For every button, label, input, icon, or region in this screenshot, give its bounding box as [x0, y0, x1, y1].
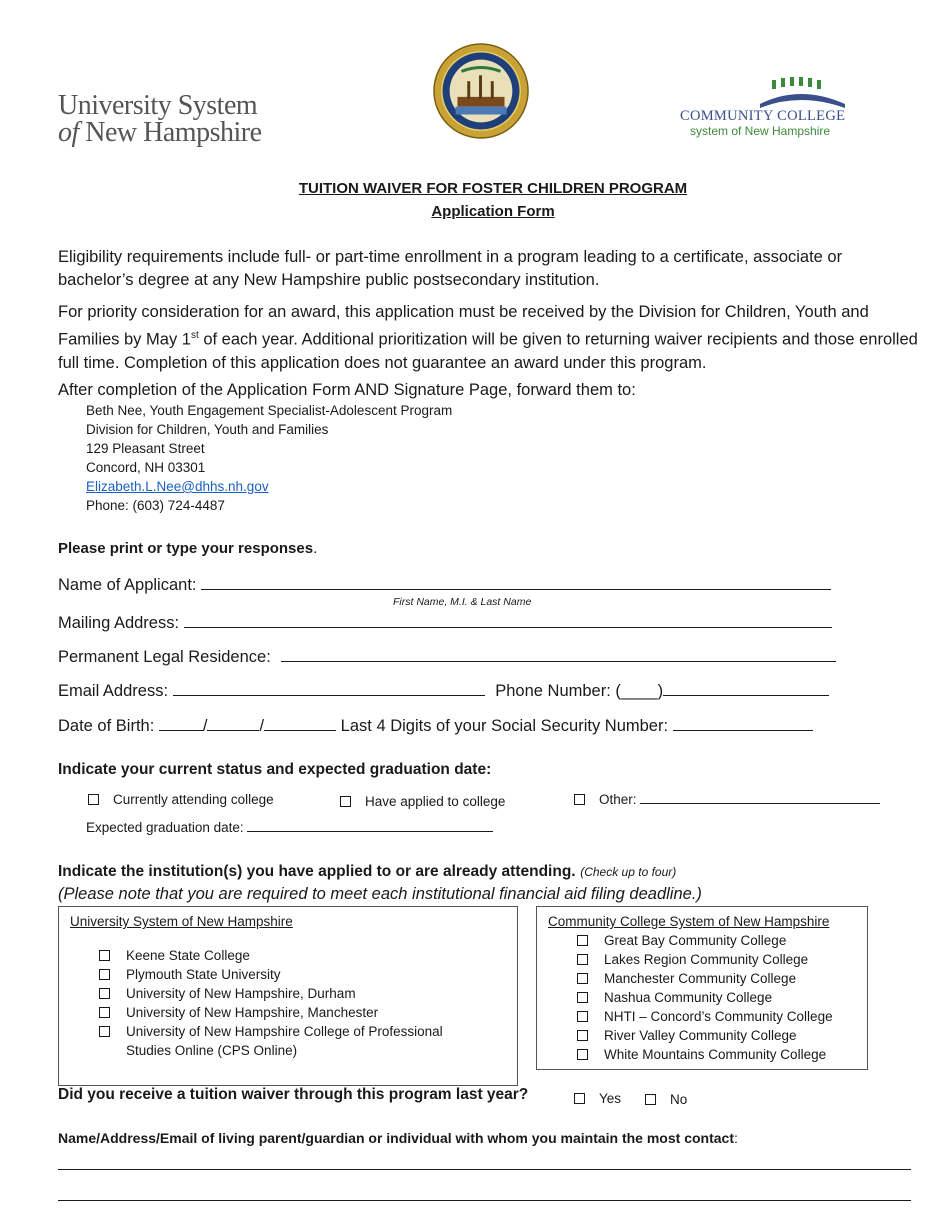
instructions-end: .: [313, 540, 318, 557]
checkbox[interactable]: [577, 954, 588, 965]
name-row: [58, 575, 831, 595]
ccsnh-logo-line2: system of New Hampshire: [690, 124, 831, 138]
institution-label-continued: Studies Online (CPS Online): [126, 1043, 298, 1058]
form-title: TUITION WAIVER FOR FOSTER CHILDREN PROGRAM: [298, 180, 688, 197]
ccsnh-box-title: Community College System of New Hampshire: [548, 914, 830, 929]
name-label: Name of Applicant:: [58, 576, 197, 594]
institutions-heading: Indicate the institution(s) you have applied to or are already attending.: [58, 863, 576, 880]
dob-ssn-row: [58, 716, 813, 736]
address-name: Beth Nee, Youth Engagement Specialist-Adolescent Program: [86, 403, 453, 418]
institution-label: Plymouth State University: [126, 967, 281, 982]
checkbox[interactable]: [99, 1007, 110, 1018]
phone-field[interactable]: [663, 681, 829, 696]
status-option-label: Other:: [599, 792, 637, 807]
usnh-logo-line2: New Hampshire: [85, 117, 262, 148]
grad-date-row: [86, 820, 493, 835]
institution-label: Nashua Community College: [604, 990, 773, 1005]
institution-label: NHTI – Concord’s Community College: [604, 1009, 833, 1024]
name-hint: First Name, M.I. & Last Name: [393, 596, 532, 608]
status-option-other[interactable]: [574, 792, 880, 807]
email-phone-row: [58, 681, 829, 701]
waiver-no-label: No: [670, 1092, 688, 1107]
eligibility-paragraph: Eligibility requirements include full- or part-time enrollment in a program leading to a certificate, associate or bachelor’s degree at any New Hampshire public postsecondary institution.: [58, 248, 843, 289]
institution-item[interactable]: [577, 969, 833, 988]
institution-item[interactable]: [99, 1022, 443, 1041]
institution-item[interactable]: [577, 988, 833, 1007]
status-option-label: Currently attending college: [113, 792, 274, 807]
form-subtitle: Application Form: [431, 203, 555, 220]
usnh-box: [58, 906, 518, 1086]
usnh-list: [99, 946, 443, 1060]
institutions-heading-row: [58, 862, 676, 881]
forward-paragraph: After completion of the Application Form AND Signature Page, forward them to:: [58, 381, 636, 399]
waiver-yes[interactable]: [574, 1091, 621, 1106]
phone-label: Phone Number: (____): [495, 682, 664, 700]
address-email-link[interactable]: Elizabeth.L.Nee@dhhs.nh.gov: [86, 479, 269, 494]
address-block: [86, 401, 452, 515]
contact-label-end: :: [734, 1130, 738, 1146]
residence-row: [58, 647, 836, 667]
grad-date-label: Expected graduation date:: [86, 820, 244, 835]
checkbox[interactable]: [577, 1011, 588, 1022]
institution-item[interactable]: [577, 931, 833, 950]
institution-item[interactable]: [577, 950, 833, 969]
usnh-logo-line1: University System: [58, 90, 258, 121]
residence-label: Permanent Legal Residence:: [58, 648, 271, 666]
institution-label: University of New Hampshire, Manchester: [126, 1005, 379, 1020]
checkbox[interactable]: [99, 1026, 110, 1037]
institution-item[interactable]: [99, 946, 443, 965]
checkbox[interactable]: [577, 1030, 588, 1041]
institution-label: University of New Hampshire College of Professional: [126, 1024, 443, 1039]
contact-line-2[interactable]: [58, 1199, 911, 1201]
checkbox[interactable]: [340, 796, 351, 807]
status-option-attending[interactable]: [88, 792, 274, 807]
institution-item[interactable]: [99, 1003, 443, 1022]
state-seal-icon: [432, 42, 530, 140]
contact-line-1[interactable]: [58, 1168, 911, 1170]
mailing-row: [58, 613, 832, 633]
checkbox[interactable]: [577, 935, 588, 946]
mailing-label: Mailing Address:: [58, 614, 180, 632]
institutions-note: (Please note that you are required to meet each institutional financial aid filing deadline.): [58, 885, 702, 903]
checkbox[interactable]: [574, 794, 585, 805]
checkbox[interactable]: [577, 973, 588, 984]
dob-year-field[interactable]: [264, 716, 336, 731]
institution-label: White Mountains Community College: [604, 1047, 827, 1062]
ccsnh-logo-line1: COMMUNITY COLLEGE: [680, 108, 846, 124]
address-city: Concord, NH 03301: [86, 460, 206, 475]
usnh-logo: [58, 92, 262, 146]
checkbox[interactable]: [99, 988, 110, 999]
checkbox[interactable]: [99, 969, 110, 980]
checkbox[interactable]: [577, 992, 588, 1003]
checkbox[interactable]: [99, 950, 110, 961]
email-field[interactable]: [173, 681, 485, 696]
institution-label: River Valley Community College: [604, 1028, 797, 1043]
institution-label: Lakes Region Community College: [604, 952, 809, 967]
instructions: [58, 540, 317, 557]
residence-field[interactable]: [281, 647, 836, 662]
priority-sup: st: [190, 330, 199, 341]
dob-day-field[interactable]: [207, 716, 259, 731]
status-heading: Indicate your current status and expected graduation date:: [58, 761, 492, 778]
priority-text-1: For priority consideration for an award, this application must be received by the Division for Children, Youth and Families by May 1: [58, 303, 869, 349]
priority-paragraph: [58, 301, 918, 375]
waiver-no[interactable]: [645, 1092, 687, 1107]
name-field[interactable]: [201, 575, 831, 590]
status-option-applied[interactable]: [340, 794, 505, 809]
ssn-label: Last 4 Digits of your Social Security Number:: [340, 717, 669, 735]
address-street: 129 Pleasant Street: [86, 441, 205, 456]
email-label: Email Address:: [58, 682, 169, 700]
checkbox[interactable]: [88, 794, 99, 805]
dob-month-field[interactable]: [159, 716, 203, 731]
institutions-hint: (Check up to four): [580, 865, 677, 879]
other-field[interactable]: [640, 792, 880, 804]
contact-label: Name/Address/Email of living parent/guardian or individual with whom you maintain the most contact: [58, 1130, 734, 1146]
contact-label-row: [58, 1130, 738, 1146]
institution-item[interactable]: [99, 965, 443, 984]
institution-label: Manchester Community College: [604, 971, 797, 986]
ssn-field[interactable]: [673, 716, 813, 731]
address-phone: Phone: (603) 724-4487: [86, 498, 225, 513]
dob-sep-1: /: [202, 717, 208, 735]
dob-label: Date of Birth:: [58, 717, 155, 735]
institution-label: University of New Hampshire, Durham: [126, 986, 356, 1001]
status-option-label: Have applied to college: [365, 794, 506, 809]
ccsnh-logo: [680, 74, 855, 144]
usnh-box-title: University System of New Hampshire: [70, 914, 293, 929]
ccsnh-list: [577, 931, 833, 1064]
grad-date-field[interactable]: [247, 820, 493, 832]
mailing-field[interactable]: [184, 613, 832, 628]
usnh-logo-of: of: [58, 117, 79, 148]
institution-label: Great Bay Community College: [604, 933, 787, 948]
waiver-yes-label: Yes: [599, 1091, 622, 1106]
institution-item[interactable]: [577, 1007, 833, 1026]
checkbox[interactable]: [645, 1094, 656, 1105]
waiver-question: Did you receive a tuition waiver through this program last year?: [58, 1086, 529, 1103]
address-division: Division for Children, Youth and Families: [86, 422, 329, 437]
institution-label: Keene State College: [126, 948, 250, 963]
priority-text-2: of each year. Additional prioritization will be given to returning waiver recipients and those enrolled full time. Completion of this application does not guarantee an award under this program.: [58, 330, 918, 372]
ccsnh-arc-icon: [680, 74, 855, 110]
checkbox[interactable]: [577, 1049, 588, 1060]
institution-item[interactable]: [577, 1026, 833, 1045]
instructions-bold: Please print or type your responses: [58, 540, 314, 557]
checkbox[interactable]: [574, 1093, 585, 1104]
institution-item[interactable]: [577, 1045, 833, 1064]
institution-item[interactable]: [99, 984, 443, 1003]
dob-sep-2: /: [259, 717, 265, 735]
ccsnh-box: [536, 906, 868, 1070]
